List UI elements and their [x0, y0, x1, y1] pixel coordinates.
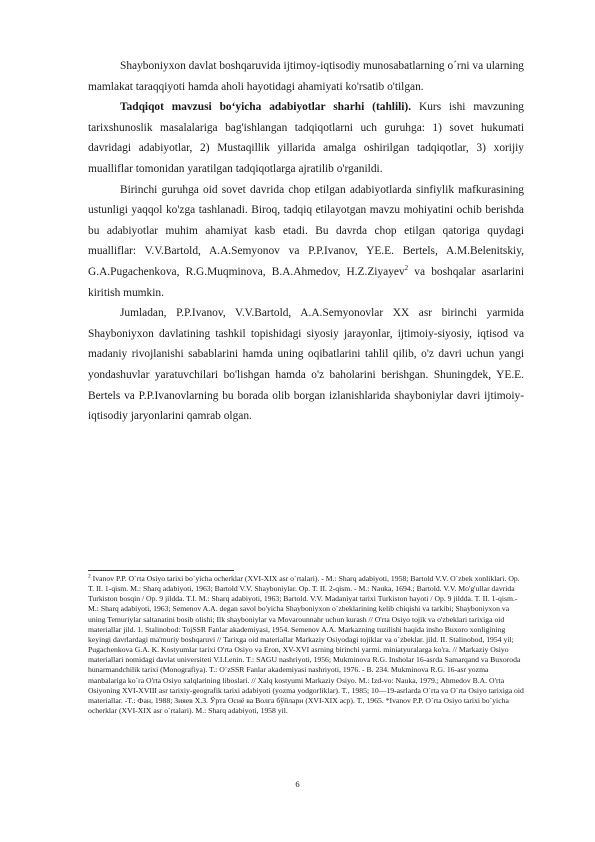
footnote-mark: 2	[88, 573, 91, 580]
paragraph-intro	[88, 56, 524, 97]
footnote-text: Ivanov P.P. O`rta Osiyo tarixi bo`yicha ocherklar (XVI-XIX asr o`rtalari). - M.: Sharq adabiyoti, 1958; Bartold V.V. O`zbek xonliklari. Op. T. II. 1-qism. M.: Sharq adabiyoti, 1963; Bartold V.V. Shayboniylar. Op. T. II. 2-qism. - M.: Nauka, 1694.; Bartold. V.V. Mo'g'ullar davrida Turkiston bosqin / Op. 9 jildda. T.I. M.: Sharq adabiyoti, 1963; Bartold. V.V. Madaniyat tarixi Turkiston hayoti / Op. 9 jildda. T. II. 1-qism.- M.: Sharq adabiyoti, 1963; Semenov A.A. degan savol bo'yicha Shayboniyxon o`zbeklarining kelib chiqishi va tarkibi; Shayboniyxon va uning Temuriylar saltanatini bosib olishi; Ilk shayboniylar va Movarounnahr uchun kurash // O'rta Osiyo tojik va o'zbeklari tarixiga oid materiallar jild. 1. Stalinobod: TojSSR Fanlar akademiyasi, 1954. Semenov A.A. Markazning tuzilishi haqida insho Buxoro xonligining keyingi davrlardagi ma'muriy boshqaruvi // Tarixga oid materiallar Markaziy Osiyodagi tojiklar va o`zbeklar. jild. II. Stalinobod, 1954 yil; Pugachenkova G.A. K. Kostyumlar tarixi O'rta Osiyo va Eron, XV-XVI asrning birinchi yarmi. miniatyuralarga ko'ra. // Markaziy Osiyo materiallari nomidagi davlat universiteti V.I.Lenin. T.: SAGU nashriyoti, 1956; Mukminova R.G. Insholar 16-asrda Samarqand va Buxoroda hunarmandchilik tarixi (Monografiya). T.: O`zSSR Fanlar akademiyasi nashriyoti, 1976. - B. 234. Mukminova R.G. 16-asr yozma manbalariga ko`ra O'rta Osiyo xalqlarining liboslari. // Xalq kostyumi Markaziy Osiyo. M.: Izd-vo: Nauka, 1979.; Ahmedov B.A. O'rta Osiyoning XVI-XVIII asr tarixiy-geografik tarixi adabiyoti (yozma yodgorliklar). T., 1985; 10—19-asrlarda O`rta va O`rta Osiyo tarixiga oid materiallar. -T.: Фан, 1988; Зияев Х.З. Ўрта Осиё ва Волга бўйлари (XVI-XIX аср). Т., 1965. *Ivanov P.P. O`rta Osiyo tarixi bo`yicha ocherklar (XVI-XIX asr o`rtalari). M.: Sharq adabiyoti, 1958 yil.	[88, 574, 524, 716]
paragraph-text: Birinchi guruhga oid sovet davrida chop etilgan adabiyotlarda sinfiylik mafkurasining ustunligi yaqqol ko'zga tashlanadi. Biroq, tadqiq etilayotgan mavzu mohiyatini ochib berishda bu adabiyotlar muhim ahamiyat kasb etadi. Bu davrda chop etilgan qatoriga quydagi mualliflar: V.V.Bartold, A.A.Semyonov va P.P.Ivanov, YE.E. Bertels, A.M.Belenitskiy, G.A.Pugachenkova, R.G.Muqminova, B.A.Ahmedov, H.Z.Ziyayev	[88, 183, 524, 278]
paragraph-first-group	[88, 180, 524, 304]
paragraph-tail: va boshqalar asarlarini kiritish mumkin.	[88, 265, 524, 299]
footnote-separator	[88, 570, 234, 571]
paragraph-text: Shayboniyxon davlat boshqaruvida ijtimoy-iqtisodiy munosabatlarning o´rni va ularning mamlakat taraqqiyoti hamda aholi hayotidagi ahamiyati ko'rsatib o'tilgan.	[88, 60, 524, 93]
paragraph-authors	[88, 303, 524, 427]
paragraph-text: Jumladan, P.P.Ivanov, V.V.Bartold, A.A.Semyonovlar XX asr birinchi yarmida Shayboniyxon davlatining tashkil topishidagi siyosiy jarayonlar, ijtimoiy-siyosiy, iqtisod va madaniy rivojlanishi sabablarini hamda uning oqibatlarini tahlil qilib, o'z davri uchun yangi yondashuvlar yaratuvchilari bo'lishgan hamda o'z baholarini berishgan. Shuningdek, YE.E. Bertels va P.P.Ivanovlarning bu borada olib borgan izlanishlarida shayboniylar davri ijtimoiy-iqtisodiy jaryonlarini qamrab olgan.	[88, 307, 524, 423]
paragraph-literature-review	[88, 97, 524, 179]
footnote	[88, 574, 524, 716]
section-heading-inline: Tadqiqot mavzusi bo‘yicha adabiyotlar sharhi (tahlili).	[120, 101, 412, 114]
paragraph-text: Kurs ishi mavzuning tarixshunoslik masalalariga bag'ishlangan tadqiqotlarni uch guruhga: 1) sovet hukumati davridagi adabiyotlar, 2) Mustaqillik yillarida amalga oshirilgan tadqiqotlar, 3) xorijiy mualliflar tomonidan yaratilgan tadqiqotlarga ajratilib o'rganildi.	[88, 101, 524, 175]
main-text	[88, 56, 524, 427]
page-number: 6	[295, 779, 300, 789]
footnote-reference[interactable]: 2	[404, 264, 409, 273]
